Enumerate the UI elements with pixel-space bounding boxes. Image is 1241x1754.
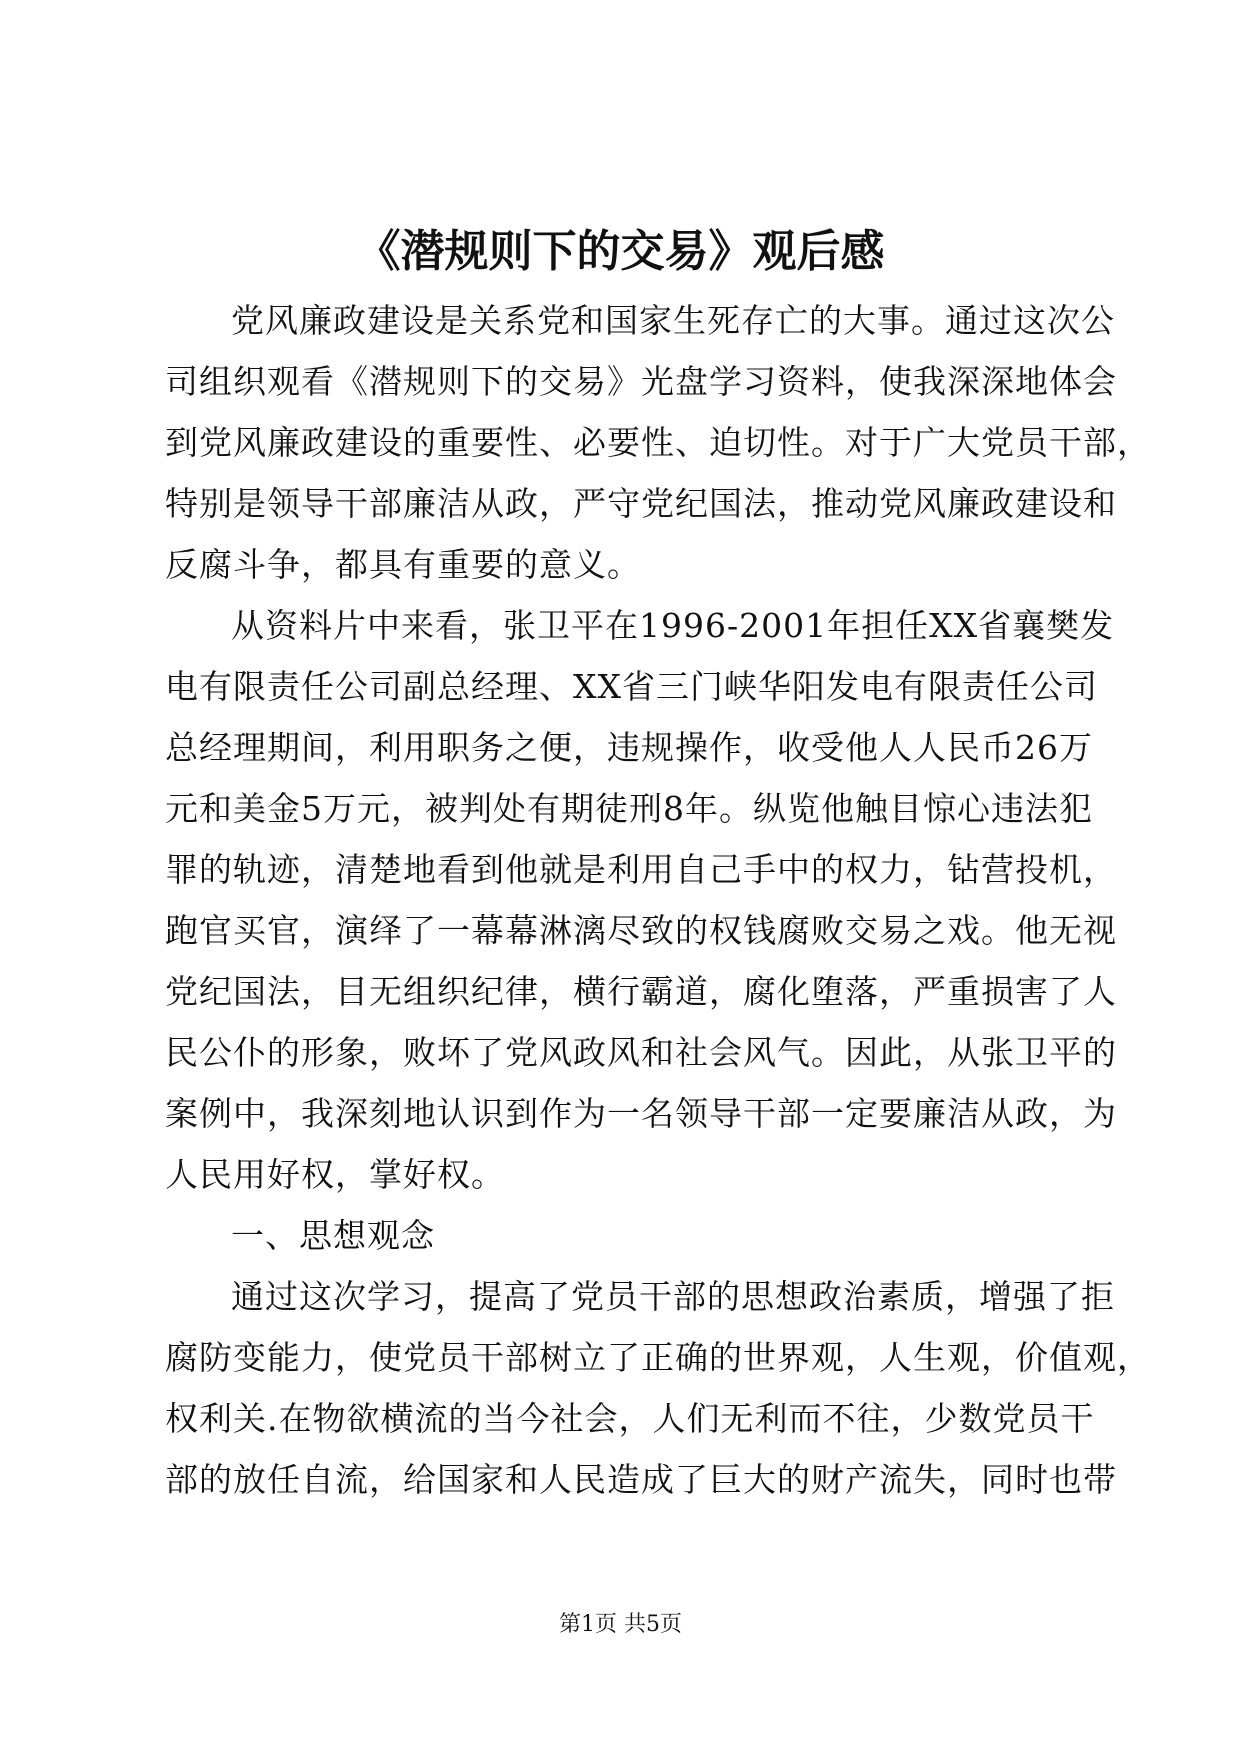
paragraph-2-line-9: 案例中，我深刻地认识到作为一名领导干部一定要廉洁从政，为 xyxy=(165,1094,1117,1133)
paragraph-2-line-10: 人民用好权，掌好权。 xyxy=(165,1155,505,1194)
paragraph-1-line-3: 到党风廉政建设的重要性、必要性、迫切性。对于广大党员干部， xyxy=(165,423,1151,462)
paragraph-2-line-4: 元和美金5万元，被判处有期徒刑8年。纵览他触目惊心违法犯 xyxy=(165,789,1093,828)
paragraph-3-line-1: 通过这次学习，提高了党员干部的思想政治素质，增强了拒 xyxy=(231,1277,1115,1316)
paragraph-2-line-2: 电有限责任公司副总经理、XX省三门峡华阳发电有限责任公司 xyxy=(165,667,1098,706)
paragraph-2-line-6: 跑官买官，演绎了一幕幕淋漓尽致的权钱腐败交易之戏。他无视 xyxy=(165,911,1117,950)
paragraph-1-line-4: 特别是领导干部廉洁从政，严守党纪国法，推动党风廉政建设和 xyxy=(165,484,1117,523)
paragraph-2-line-8: 民公仆的形象，败坏了党风政风和社会风气。因此，从张卫平的 xyxy=(165,1033,1117,1072)
document-title: 《潜规则下的交易》观后感 xyxy=(356,226,885,277)
paragraph-1-line-5: 反腐斗争，都具有重要的意义。 xyxy=(165,545,641,584)
page-footer xyxy=(0,1610,1241,1640)
paragraph-2-line-3: 总经理期间，利用职务之便，违规操作，收受他人人民币26万 xyxy=(165,728,1093,767)
paragraph-2-line-7: 党纪国法，目无组织纪律，横行霸道，腐化堕落，严重损害了人 xyxy=(165,972,1117,1011)
paragraph-1-line-1: 党风廉政建设是关系党和国家生死存亡的大事。通过这次公 xyxy=(231,301,1115,340)
paragraph-1-line-2: 司组织观看《潜规则下的交易》光盘学习资料，使我深深地体会 xyxy=(165,362,1117,401)
document-body xyxy=(165,290,1151,1510)
paragraph-3-line-2: 腐防变能力，使党员干部树立了正确的世界观，人生观，价值观， xyxy=(165,1338,1151,1377)
paragraph-2-line-1: 从资料片中来看，张卫平在1996-2001年担任XX省襄樊发 xyxy=(231,606,1115,645)
paragraph-3-line-3: 权利关.在物欲横流的当今社会，人们无利而不往，少数党员干 xyxy=(165,1399,1095,1438)
paragraph-3-line-4: 部的放任自流，给国家和人民造成了巨大的财产流失，同时也带 xyxy=(165,1460,1117,1499)
page-number-label: 第1页 共5页 xyxy=(559,1612,682,1637)
paragraph-2-line-5: 罪的轨迹，清楚地看到他就是利用自己手中的权力，钻营投机， xyxy=(165,850,1117,889)
section-heading: 一、思想观念 xyxy=(231,1216,435,1255)
